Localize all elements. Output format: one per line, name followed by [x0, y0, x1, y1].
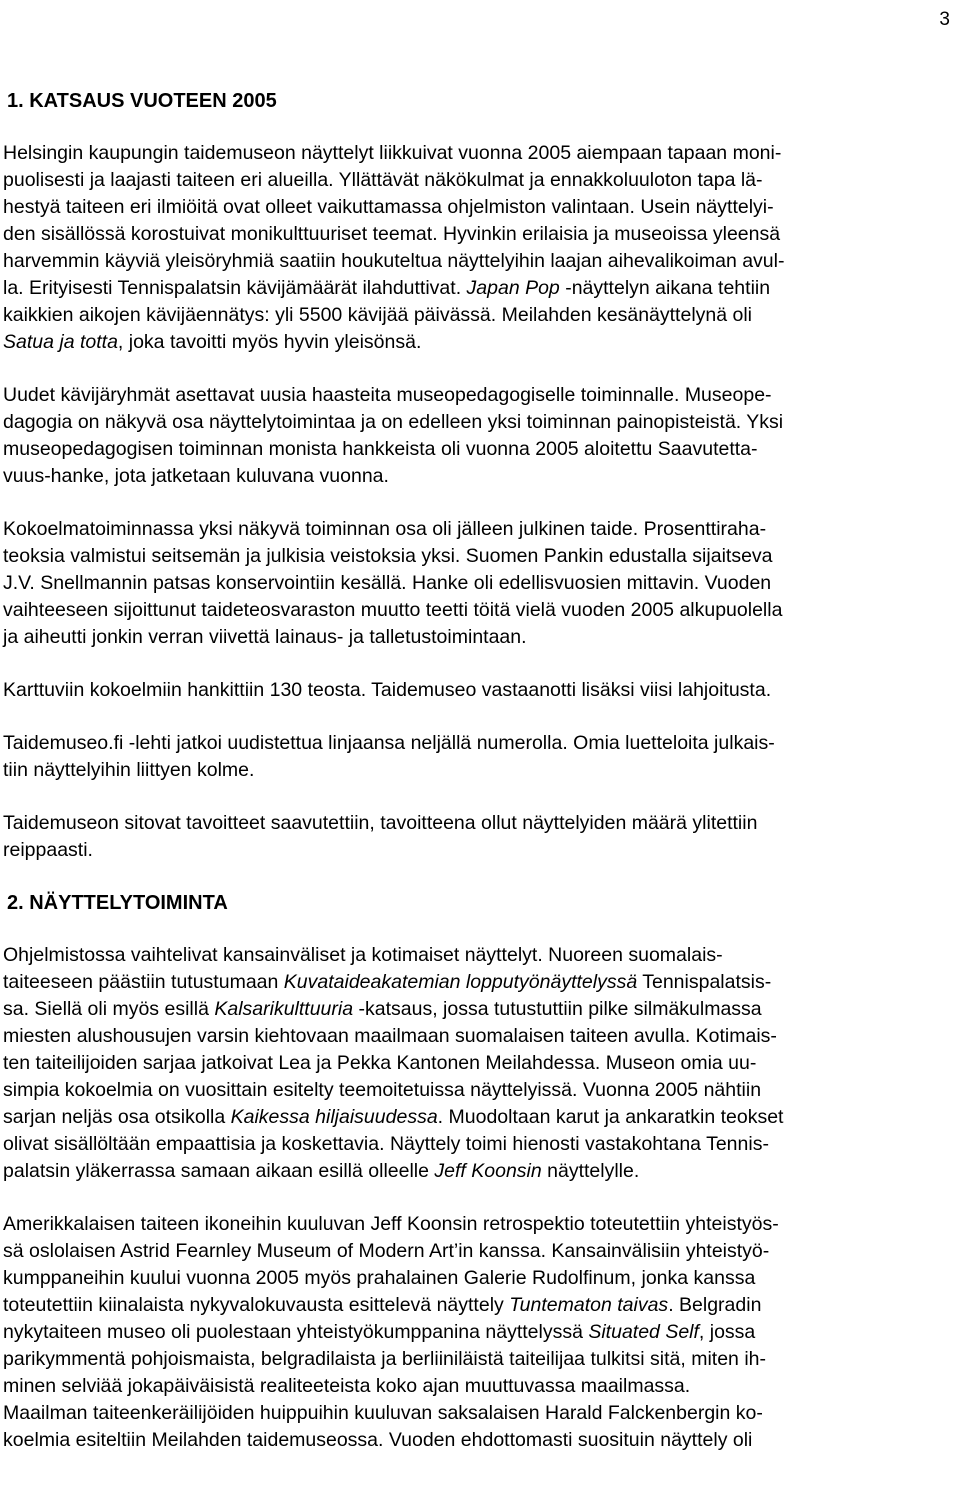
- text-line: [3, 942, 953, 969]
- text-line: [3, 1238, 953, 1265]
- text-line: [3, 969, 953, 996]
- text-line: [3, 167, 953, 194]
- text-line: [3, 1373, 953, 1400]
- section-2-paragraphs: [3, 942, 953, 1454]
- text-run: -katsaus, jossa tutustuttiin pilke silmäkulmassa: [353, 998, 762, 1020]
- text-line: [3, 516, 953, 543]
- paragraph: [3, 677, 953, 704]
- text-line: [3, 221, 953, 248]
- text-line: [3, 1104, 953, 1131]
- text-run: sa. Siellä oli myös esillä: [3, 998, 215, 1020]
- text-run: Amerikkalaisen taiteen ikoneihin kuuluvan Jeff Koonsin retrospektio toteutettiin yhteistyös-: [3, 1213, 779, 1235]
- text-line: [3, 1319, 953, 1346]
- text-line: [3, 757, 953, 784]
- text-run: ten taiteilijoiden sarjaa jatkoivat Lea ja Pekka Kantonen Meilahdessa. Museon omia uu-: [3, 1052, 757, 1074]
- italic-title: Satua ja totta: [3, 331, 118, 353]
- text-line: [3, 463, 953, 490]
- text-run: miesten alushousujen varsin kiehtovaan maailmaan suomalaisen taiteen avulla. Kotimais-: [3, 1025, 777, 1047]
- text-line: [3, 382, 953, 409]
- text-line: [3, 837, 953, 864]
- text-run: . Muodoltaan karut ja ankaratkin teokset: [437, 1106, 784, 1128]
- text-line: [3, 248, 953, 275]
- text-run: museopedagogisen toiminnan monista hankkeista oli vuonna 2005 aloitettu Saavutetta-: [3, 438, 758, 460]
- text-run: , jossa: [698, 1321, 756, 1343]
- text-run: näyttelylle.: [541, 1160, 640, 1182]
- text-run: Taidemuseo.fi -lehti jatkoi uudistettua linjaansa neljällä numerolla. Omia luetteloita julkais-: [3, 732, 775, 754]
- text-run: , joka tavoitti myös hyvin yleisönsä.: [117, 331, 422, 353]
- text-line: [3, 1158, 953, 1185]
- text-run: toteutettiin kiinalaista nykyvalokuvausta esittelevä näyttely: [3, 1294, 510, 1316]
- text-line: [3, 140, 953, 167]
- text-line: [3, 543, 953, 570]
- text-line: [3, 1427, 953, 1454]
- italic-title: Jeff Koonsin: [434, 1160, 542, 1182]
- text-run: J.V. Snellmannin patsas konservointiin kesällä. Hanke oli edellisvuosien mittavin. Vuoden: [3, 572, 772, 594]
- text-run: vaihteeseen sijoittunut taideteosvaraston muutto teetti töitä vielä vuoden 2005 alkupuolella: [3, 599, 783, 621]
- section-heading-2: 2. NÄYTTELYTOIMINTA: [7, 892, 228, 914]
- paragraph: [3, 942, 953, 1185]
- text-run: parikymmentä pohjoismaista, belgradilaista ja berliiniläistä taiteilijaa tulkitsi sitä, miten ih-: [3, 1348, 766, 1370]
- text-run: puolisesti ja laajasti taiteen eri alueilla. Yllättävät näkökulmat ja ennakkoluuloton tapa lä-: [3, 169, 763, 191]
- text-line: [3, 1050, 953, 1077]
- text-line: [3, 409, 953, 436]
- text-line: [3, 624, 953, 651]
- paragraph: [3, 516, 953, 651]
- text-run: minen selviää jokapäiväisistä realiteeteista koko ajan muuttuvassa maailmassa.: [3, 1375, 691, 1397]
- text-run: Taidemuseon sitovat tavoitteet saavutettiin, tavoitteena ollut näyttelyiden määrä ylitettiin: [3, 812, 758, 834]
- text-line: [3, 810, 953, 837]
- text-run: vuus-hanke, jota jatketaan kuluvana vuonna.: [3, 465, 389, 487]
- text-run: taiteeseen päästiin tutustumaan: [3, 971, 284, 993]
- text-run: sä oslolaisen Astrid Fearnley Museum of Modern Art’in kanssa. Kansainvälisiin yhteistyö-: [3, 1240, 770, 1262]
- text-run: harvemmin käyviä yleisöryhmiä saatiin houkuteltua näyttelyihin laajan aihevalikoiman avul-: [3, 250, 785, 272]
- text-run: tiin näyttelyihin liittyen kolme.: [3, 759, 255, 781]
- italic-title: Situated Self: [588, 1321, 699, 1343]
- text-run: ja aiheutti jonkin verran viivettä lainaus- ja talletustoimintaan.: [3, 626, 527, 648]
- text-run: nykytaiteen museo oli puolestaan yhteistyökumppanina näyttelyssä: [3, 1321, 589, 1343]
- text-run: . Belgradin: [668, 1294, 762, 1316]
- text-line: [3, 1265, 953, 1292]
- section-heading-1: 1. KATSAUS VUOTEEN 2005: [7, 90, 277, 112]
- text-run: Ohjelmistossa vaihtelivat kansainväliset ja kotimaiset näyttelyt. Nuoreen suomalais-: [3, 944, 723, 966]
- italic-title: Kaikessa hiljaisuudessa: [230, 1106, 438, 1128]
- text-run: Maailman taiteenkeräilijöiden huippuihin kuuluvan saksalaisen Harald Falckenbergin ko-: [3, 1402, 763, 1424]
- text-run: teoksia valmistui seitsemän ja julkisia veistoksia yksi. Suomen Pankin edustalla sijaitseva: [3, 545, 773, 567]
- paragraph: [3, 140, 953, 356]
- text-run: Tennispalatsis-: [637, 971, 772, 993]
- section-1-paragraphs: [3, 140, 953, 864]
- text-run: kumppaneihin kuului vuonna 2005 myös prahalainen Galerie Rudolfinum, jonka kanssa: [3, 1267, 756, 1289]
- text-line: [3, 275, 953, 302]
- text-run: Uudet kävijäryhmät asettavat uusia haasteita museopedagogiselle toiminnalle. Museope-: [3, 384, 772, 406]
- text-run: hestyä taiteen eri ilmiöitä ovat olleet vaikuttamassa ohjelmiston valintaan. Usein näyttelyi-: [3, 196, 774, 218]
- text-line: [3, 677, 953, 704]
- text-run: Kokoelmatoiminnassa yksi näkyvä toiminnan osa oli jälleen julkinen taide. Prosenttiraha-: [3, 518, 767, 540]
- text-run: sarjan neljäs osa otsikolla: [3, 1106, 231, 1128]
- text-line: [3, 1131, 953, 1158]
- text-run: palatsin yläkerrassa samaan aikaan esillä olleelle: [3, 1160, 435, 1182]
- document-body: [3, 88, 953, 1454]
- text-run: la. Erityisesti Tennispalatsin kävijämäärät ilahduttivat.: [3, 277, 467, 299]
- text-run: koelmia esiteltiin Meilahden taidemuseossa. Vuoden ehdottomasti suosituin näyttely oli: [3, 1429, 753, 1451]
- text-run: simpia kokoelmia on vuosittain esitelty teemoitetuissa näyttelyissä. Vuonna 2005 nähtiin: [3, 1079, 762, 1101]
- italic-title: Tuntematon taivas: [509, 1294, 669, 1316]
- text-line: [3, 597, 953, 624]
- text-line: [3, 1023, 953, 1050]
- italic-title: Kuvataideakatemian lopputyönäyttelyssä: [283, 971, 638, 993]
- text-line: [3, 1292, 953, 1319]
- paragraph: [3, 382, 953, 490]
- text-line: [3, 1211, 953, 1238]
- paragraph: [3, 810, 953, 864]
- text-run: kaikkien aikojen kävijäennätys: yli 5500 kävijää päivässä. Meilahden kesänäyttelynä oli: [3, 304, 753, 326]
- text-line: [3, 329, 953, 356]
- text-run: reippaasti.: [3, 839, 93, 861]
- text-line: [3, 302, 953, 329]
- paragraph: [3, 1211, 953, 1454]
- italic-title: Kalsarikulttuuria: [214, 998, 354, 1020]
- text-run: olivat sisällöltään empaattisia ja koskettavia. Näyttely toimi hienosti vastakohtana Tennis-: [3, 1133, 769, 1155]
- italic-title: Japan Pop: [466, 277, 560, 299]
- text-run: Karttuviin kokoelmiin hankittiin 130 teosta. Taidemuseo vastaanotti lisäksi viisi lahjoitusta.: [3, 679, 772, 701]
- text-line: [3, 1346, 953, 1373]
- page-number: 3: [939, 9, 950, 30]
- text-line: [3, 570, 953, 597]
- text-run: dagogia on näkyvä osa näyttelytoimintaa ja on edelleen yksi toiminnan painopisteistä. Yksi: [3, 411, 784, 433]
- text-line: [3, 194, 953, 221]
- text-line: [3, 1077, 953, 1104]
- paragraph: [3, 730, 953, 784]
- text-run: den sisällössä korostuivat monikulttuuriset teemat. Hyvinkin erilaisia ja museoissa yleensä: [3, 223, 781, 245]
- text-line: [3, 996, 953, 1023]
- text-line: [3, 436, 953, 463]
- text-run: -näyttelyn aikana tehtiin: [559, 277, 771, 299]
- text-line: [3, 1400, 953, 1427]
- text-run: Helsingin kaupungin taidemuseon näyttelyt liikkuivat vuonna 2005 aiempaan tapaan moni-: [3, 142, 782, 164]
- text-line: [3, 730, 953, 757]
